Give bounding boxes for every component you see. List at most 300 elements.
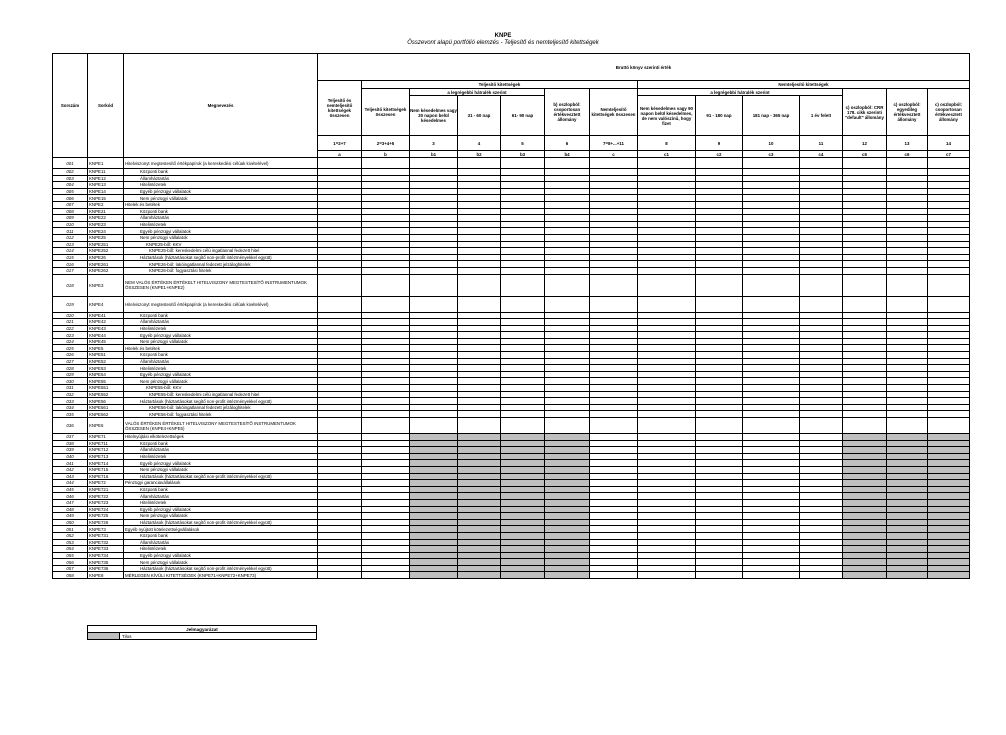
value-cell[interactable] <box>410 338 458 345</box>
value-cell[interactable] <box>800 248 843 255</box>
value-cell[interactable] <box>800 234 843 241</box>
value-cell[interactable] <box>887 546 928 553</box>
value-cell[interactable] <box>743 404 800 411</box>
value-cell[interactable] <box>318 221 362 228</box>
value-cell[interactable] <box>696 440 743 447</box>
value-cell[interactable] <box>590 248 638 255</box>
value-cell[interactable] <box>696 572 743 579</box>
value-cell[interactable] <box>458 404 501 411</box>
value-cell[interactable] <box>362 228 410 235</box>
value-cell[interactable] <box>545 188 590 195</box>
value-cell[interactable] <box>590 473 638 480</box>
value-cell[interactable] <box>410 526 458 533</box>
value-cell[interactable] <box>743 434 800 441</box>
value-cell[interactable] <box>458 572 501 579</box>
value-cell[interactable] <box>696 546 743 553</box>
value-cell[interactable] <box>743 274 800 296</box>
value-cell[interactable] <box>800 312 843 319</box>
value-cell[interactable] <box>800 466 843 473</box>
value-cell[interactable] <box>743 418 800 434</box>
value-cell[interactable] <box>501 182 545 189</box>
value-cell[interactable] <box>800 208 843 215</box>
value-cell[interactable] <box>800 398 843 405</box>
value-cell[interactable] <box>843 358 887 365</box>
value-cell[interactable] <box>318 486 362 493</box>
value-cell[interactable] <box>800 559 843 566</box>
value-cell[interactable] <box>458 241 501 248</box>
value-cell[interactable] <box>590 169 638 176</box>
value-cell[interactable] <box>458 519 501 526</box>
value-cell[interactable] <box>458 175 501 182</box>
value-cell[interactable] <box>843 411 887 418</box>
value-cell[interactable] <box>800 411 843 418</box>
value-cell[interactable] <box>696 404 743 411</box>
value-cell[interactable] <box>696 158 743 169</box>
value-cell[interactable] <box>362 552 410 559</box>
value-cell[interactable] <box>501 460 545 467</box>
value-cell[interactable] <box>501 411 545 418</box>
value-cell[interactable] <box>545 526 590 533</box>
value-cell[interactable] <box>887 404 928 411</box>
value-cell[interactable] <box>638 466 696 473</box>
value-cell[interactable] <box>590 460 638 467</box>
value-cell[interactable] <box>887 559 928 566</box>
value-cell[interactable] <box>590 371 638 378</box>
value-cell[interactable] <box>458 248 501 255</box>
value-cell[interactable] <box>843 261 887 268</box>
value-cell[interactable] <box>800 572 843 579</box>
value-cell[interactable] <box>545 565 590 572</box>
value-cell[interactable] <box>458 371 501 378</box>
value-cell[interactable] <box>318 447 362 454</box>
value-cell[interactable] <box>458 453 501 460</box>
value-cell[interactable] <box>362 493 410 500</box>
value-cell[interactable] <box>318 371 362 378</box>
value-cell[interactable] <box>318 532 362 539</box>
value-cell[interactable] <box>928 182 970 189</box>
value-cell[interactable] <box>501 552 545 559</box>
value-cell[interactable] <box>501 338 545 345</box>
value-cell[interactable] <box>800 325 843 332</box>
value-cell[interactable] <box>696 506 743 513</box>
value-cell[interactable] <box>638 352 696 359</box>
value-cell[interactable] <box>843 418 887 434</box>
value-cell[interactable] <box>362 371 410 378</box>
value-cell[interactable] <box>887 158 928 169</box>
value-cell[interactable] <box>743 175 800 182</box>
value-cell[interactable] <box>887 352 928 359</box>
value-cell[interactable] <box>696 352 743 359</box>
value-cell[interactable] <box>590 175 638 182</box>
value-cell[interactable] <box>843 440 887 447</box>
value-cell[interactable] <box>458 513 501 520</box>
value-cell[interactable] <box>501 365 545 372</box>
value-cell[interactable] <box>410 296 458 312</box>
value-cell[interactable] <box>638 201 696 208</box>
value-cell[interactable] <box>362 338 410 345</box>
value-cell[interactable] <box>545 338 590 345</box>
value-cell[interactable] <box>638 274 696 296</box>
value-cell[interactable] <box>545 182 590 189</box>
value-cell[interactable] <box>590 486 638 493</box>
value-cell[interactable] <box>410 195 458 202</box>
value-cell[interactable] <box>928 274 970 296</box>
value-cell[interactable] <box>590 418 638 434</box>
value-cell[interactable] <box>928 398 970 405</box>
value-cell[interactable] <box>362 221 410 228</box>
value-cell[interactable] <box>545 221 590 228</box>
value-cell[interactable] <box>410 352 458 359</box>
value-cell[interactable] <box>638 345 696 352</box>
value-cell[interactable] <box>501 248 545 255</box>
value-cell[interactable] <box>928 201 970 208</box>
value-cell[interactable] <box>318 175 362 182</box>
value-cell[interactable] <box>843 208 887 215</box>
value-cell[interactable] <box>887 411 928 418</box>
value-cell[interactable] <box>458 440 501 447</box>
value-cell[interactable] <box>638 319 696 326</box>
value-cell[interactable] <box>318 539 362 546</box>
value-cell[interactable] <box>843 473 887 480</box>
value-cell[interactable] <box>887 261 928 268</box>
value-cell[interactable] <box>928 385 970 392</box>
value-cell[interactable] <box>545 506 590 513</box>
value-cell[interactable] <box>362 319 410 326</box>
value-cell[interactable] <box>696 319 743 326</box>
value-cell[interactable] <box>501 325 545 332</box>
value-cell[interactable] <box>362 546 410 553</box>
value-cell[interactable] <box>843 519 887 526</box>
value-cell[interactable] <box>638 418 696 434</box>
value-cell[interactable] <box>928 404 970 411</box>
value-cell[interactable] <box>318 546 362 553</box>
value-cell[interactable] <box>501 499 545 506</box>
value-cell[interactable] <box>800 371 843 378</box>
value-cell[interactable] <box>843 371 887 378</box>
value-cell[interactable] <box>928 332 970 339</box>
value-cell[interactable] <box>638 486 696 493</box>
value-cell[interactable] <box>638 539 696 546</box>
value-cell[interactable] <box>545 352 590 359</box>
value-cell[interactable] <box>362 480 410 487</box>
value-cell[interactable] <box>362 358 410 365</box>
value-cell[interactable] <box>590 506 638 513</box>
value-cell[interactable] <box>800 519 843 526</box>
value-cell[interactable] <box>638 480 696 487</box>
value-cell[interactable] <box>362 473 410 480</box>
value-cell[interactable] <box>887 565 928 572</box>
value-cell[interactable] <box>362 559 410 566</box>
value-cell[interactable] <box>743 466 800 473</box>
value-cell[interactable] <box>545 546 590 553</box>
value-cell[interactable] <box>501 546 545 553</box>
value-cell[interactable] <box>743 319 800 326</box>
value-cell[interactable] <box>638 378 696 385</box>
value-cell[interactable] <box>410 546 458 553</box>
value-cell[interactable] <box>362 312 410 319</box>
value-cell[interactable] <box>800 332 843 339</box>
value-cell[interactable] <box>800 499 843 506</box>
value-cell[interactable] <box>928 188 970 195</box>
value-cell[interactable] <box>638 434 696 441</box>
value-cell[interactable] <box>318 267 362 274</box>
value-cell[interactable] <box>362 182 410 189</box>
value-cell[interactable] <box>458 228 501 235</box>
value-cell[interactable] <box>318 572 362 579</box>
value-cell[interactable] <box>545 378 590 385</box>
value-cell[interactable] <box>887 338 928 345</box>
value-cell[interactable] <box>696 338 743 345</box>
value-cell[interactable] <box>501 486 545 493</box>
value-cell[interactable] <box>362 254 410 261</box>
value-cell[interactable] <box>590 241 638 248</box>
value-cell[interactable] <box>318 158 362 169</box>
value-cell[interactable] <box>410 385 458 392</box>
value-cell[interactable] <box>590 338 638 345</box>
value-cell[interactable] <box>800 486 843 493</box>
value-cell[interactable] <box>638 215 696 222</box>
value-cell[interactable] <box>318 526 362 533</box>
value-cell[interactable] <box>696 499 743 506</box>
value-cell[interactable] <box>928 391 970 398</box>
value-cell[interactable] <box>743 234 800 241</box>
value-cell[interactable] <box>638 195 696 202</box>
value-cell[interactable] <box>590 345 638 352</box>
value-cell[interactable] <box>501 480 545 487</box>
value-cell[interactable] <box>743 208 800 215</box>
value-cell[interactable] <box>458 158 501 169</box>
value-cell[interactable] <box>928 526 970 533</box>
value-cell[interactable] <box>800 460 843 467</box>
value-cell[interactable] <box>318 440 362 447</box>
value-cell[interactable] <box>743 565 800 572</box>
value-cell[interactable] <box>928 338 970 345</box>
value-cell[interactable] <box>800 526 843 533</box>
value-cell[interactable] <box>843 254 887 261</box>
value-cell[interactable] <box>318 391 362 398</box>
value-cell[interactable] <box>410 261 458 268</box>
value-cell[interactable] <box>887 480 928 487</box>
value-cell[interactable] <box>410 182 458 189</box>
value-cell[interactable] <box>501 221 545 228</box>
value-cell[interactable] <box>410 453 458 460</box>
value-cell[interactable] <box>458 493 501 500</box>
value-cell[interactable] <box>800 358 843 365</box>
value-cell[interactable] <box>318 378 362 385</box>
value-cell[interactable] <box>362 175 410 182</box>
value-cell[interactable] <box>501 453 545 460</box>
value-cell[interactable] <box>928 440 970 447</box>
value-cell[interactable] <box>590 188 638 195</box>
value-cell[interactable] <box>545 319 590 326</box>
value-cell[interactable] <box>800 506 843 513</box>
value-cell[interactable] <box>501 267 545 274</box>
value-cell[interactable] <box>410 254 458 261</box>
value-cell[interactable] <box>887 228 928 235</box>
value-cell[interactable] <box>743 493 800 500</box>
value-cell[interactable] <box>696 519 743 526</box>
value-cell[interactable] <box>696 565 743 572</box>
value-cell[interactable] <box>928 319 970 326</box>
value-cell[interactable] <box>743 345 800 352</box>
value-cell[interactable] <box>318 358 362 365</box>
value-cell[interactable] <box>458 296 501 312</box>
value-cell[interactable] <box>843 296 887 312</box>
value-cell[interactable] <box>458 385 501 392</box>
value-cell[interactable] <box>590 447 638 454</box>
value-cell[interactable] <box>928 486 970 493</box>
value-cell[interactable] <box>696 493 743 500</box>
value-cell[interactable] <box>318 228 362 235</box>
value-cell[interactable] <box>887 358 928 365</box>
value-cell[interactable] <box>696 221 743 228</box>
value-cell[interactable] <box>458 195 501 202</box>
value-cell[interactable] <box>743 559 800 566</box>
value-cell[interactable] <box>362 296 410 312</box>
value-cell[interactable] <box>545 559 590 566</box>
value-cell[interactable] <box>696 480 743 487</box>
value-cell[interactable] <box>362 261 410 268</box>
value-cell[interactable] <box>458 539 501 546</box>
value-cell[interactable] <box>800 169 843 176</box>
value-cell[interactable] <box>318 169 362 176</box>
value-cell[interactable] <box>743 169 800 176</box>
value-cell[interactable] <box>843 539 887 546</box>
value-cell[interactable] <box>638 453 696 460</box>
value-cell[interactable] <box>696 296 743 312</box>
value-cell[interactable] <box>743 371 800 378</box>
value-cell[interactable] <box>590 325 638 332</box>
value-cell[interactable] <box>590 434 638 441</box>
value-cell[interactable] <box>410 398 458 405</box>
value-cell[interactable] <box>887 460 928 467</box>
value-cell[interactable] <box>318 345 362 352</box>
value-cell[interactable] <box>638 182 696 189</box>
value-cell[interactable] <box>318 332 362 339</box>
value-cell[interactable] <box>410 480 458 487</box>
value-cell[interactable] <box>800 532 843 539</box>
value-cell[interactable] <box>743 572 800 579</box>
value-cell[interactable] <box>928 358 970 365</box>
value-cell[interactable] <box>638 552 696 559</box>
value-cell[interactable] <box>638 546 696 553</box>
value-cell[interactable] <box>887 182 928 189</box>
value-cell[interactable] <box>928 169 970 176</box>
value-cell[interactable] <box>843 453 887 460</box>
value-cell[interactable] <box>458 234 501 241</box>
value-cell[interactable] <box>590 499 638 506</box>
value-cell[interactable] <box>887 241 928 248</box>
value-cell[interactable] <box>545 248 590 255</box>
value-cell[interactable] <box>362 440 410 447</box>
value-cell[interactable] <box>362 215 410 222</box>
value-cell[interactable] <box>887 385 928 392</box>
value-cell[interactable] <box>458 418 501 434</box>
value-cell[interactable] <box>545 513 590 520</box>
value-cell[interactable] <box>638 325 696 332</box>
value-cell[interactable] <box>590 296 638 312</box>
value-cell[interactable] <box>501 215 545 222</box>
value-cell[interactable] <box>696 175 743 182</box>
value-cell[interactable] <box>638 572 696 579</box>
value-cell[interactable] <box>545 371 590 378</box>
value-cell[interactable] <box>743 248 800 255</box>
value-cell[interactable] <box>590 466 638 473</box>
value-cell[interactable] <box>638 519 696 526</box>
value-cell[interactable] <box>458 466 501 473</box>
value-cell[interactable] <box>545 473 590 480</box>
value-cell[interactable] <box>590 493 638 500</box>
value-cell[interactable] <box>800 546 843 553</box>
value-cell[interactable] <box>638 411 696 418</box>
value-cell[interactable] <box>410 559 458 566</box>
value-cell[interactable] <box>696 398 743 405</box>
value-cell[interactable] <box>410 539 458 546</box>
value-cell[interactable] <box>887 325 928 332</box>
value-cell[interactable] <box>743 241 800 248</box>
value-cell[interactable] <box>458 473 501 480</box>
value-cell[interactable] <box>887 486 928 493</box>
value-cell[interactable] <box>843 565 887 572</box>
value-cell[interactable] <box>458 188 501 195</box>
value-cell[interactable] <box>362 391 410 398</box>
value-cell[interactable] <box>638 506 696 513</box>
value-cell[interactable] <box>545 215 590 222</box>
value-cell[interactable] <box>458 559 501 566</box>
value-cell[interactable] <box>458 552 501 559</box>
value-cell[interactable] <box>318 261 362 268</box>
value-cell[interactable] <box>928 480 970 487</box>
value-cell[interactable] <box>362 539 410 546</box>
value-cell[interactable] <box>638 460 696 467</box>
value-cell[interactable] <box>501 188 545 195</box>
value-cell[interactable] <box>843 434 887 441</box>
value-cell[interactable] <box>696 195 743 202</box>
value-cell[interactable] <box>928 552 970 559</box>
value-cell[interactable] <box>696 391 743 398</box>
value-cell[interactable] <box>318 325 362 332</box>
value-cell[interactable] <box>743 254 800 261</box>
value-cell[interactable] <box>743 411 800 418</box>
value-cell[interactable] <box>318 434 362 441</box>
value-cell[interactable] <box>843 526 887 533</box>
value-cell[interactable] <box>928 261 970 268</box>
value-cell[interactable] <box>501 473 545 480</box>
value-cell[interactable] <box>458 460 501 467</box>
value-cell[interactable] <box>545 312 590 319</box>
value-cell[interactable] <box>743 506 800 513</box>
value-cell[interactable] <box>743 261 800 268</box>
value-cell[interactable] <box>887 175 928 182</box>
value-cell[interactable] <box>743 453 800 460</box>
value-cell[interactable] <box>638 221 696 228</box>
value-cell[interactable] <box>800 254 843 261</box>
value-cell[interactable] <box>318 565 362 572</box>
value-cell[interactable] <box>743 378 800 385</box>
value-cell[interactable] <box>696 358 743 365</box>
value-cell[interactable] <box>590 215 638 222</box>
value-cell[interactable] <box>362 466 410 473</box>
value-cell[interactable] <box>501 466 545 473</box>
value-cell[interactable] <box>928 513 970 520</box>
value-cell[interactable] <box>800 158 843 169</box>
value-cell[interactable] <box>743 267 800 274</box>
value-cell[interactable] <box>501 493 545 500</box>
value-cell[interactable] <box>362 572 410 579</box>
value-cell[interactable] <box>545 261 590 268</box>
value-cell[interactable] <box>458 267 501 274</box>
value-cell[interactable] <box>887 296 928 312</box>
